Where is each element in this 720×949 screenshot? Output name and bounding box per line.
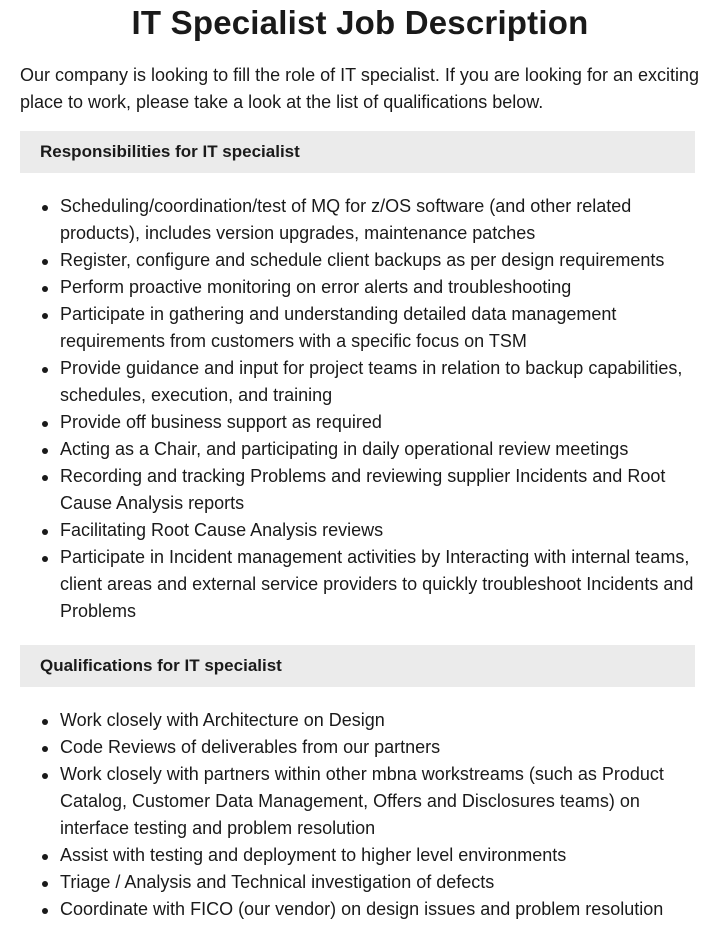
list-item: Provide guidance and input for project teams in relation to backup capabilities, schedules, execution, and training <box>60 355 695 409</box>
qualifications-list <box>20 707 695 923</box>
list-item: Participate in gathering and understanding detailed data management requirements from customers with a specific focus on TSM <box>60 301 695 355</box>
list-item: Participate in Incident management activities by Interacting with internal teams, client areas and external service providers to quickly troubleshoot Incidents and Problems <box>60 544 695 625</box>
list-item: Triage / Analysis and Technical investigation of defects <box>60 869 695 896</box>
intro-paragraph: Our company is looking to fill the role of IT specialist. If you are looking for an exciting place to work, please take a look at the list of qualifications below. <box>20 65 699 112</box>
list-item: Scheduling/coordination/test of MQ for z/OS software (and other related products), includes version upgrades, maintenance patches <box>60 193 695 247</box>
list-item: Work closely with partners within other mbna workstreams (such as Product Catalog, Customer Data Management, Offers and Disclosures teams) on interface testing and problem resolution <box>60 761 695 842</box>
qualifications-header: Qualifications for IT specialist <box>20 645 695 687</box>
list-item: Provide off business support as required <box>60 409 695 436</box>
list-item: Assist with testing and deployment to higher level environments <box>60 842 695 869</box>
responsibilities-list <box>20 193 695 625</box>
list-item: Code Reviews of deliverables from our partners <box>60 734 695 761</box>
page-title: IT Specialist Job Description <box>131 4 589 41</box>
list-item: Work closely with Architecture on Design <box>60 707 695 734</box>
list-item: Facilitating Root Cause Analysis reviews <box>60 517 695 544</box>
list-item: Perform proactive monitoring on error alerts and troubleshooting <box>60 274 695 301</box>
responsibilities-header: Responsibilities for IT specialist <box>20 131 695 173</box>
list-item: Coordinate with FICO (our vendor) on design issues and problem resolution <box>60 896 695 923</box>
list-item: Acting as a Chair, and participating in daily operational review meetings <box>60 436 695 463</box>
list-item: Recording and tracking Problems and reviewing supplier Incidents and Root Cause Analysis reports <box>60 463 695 517</box>
list-item: Register, configure and schedule client backups as per design requirements <box>60 247 695 274</box>
